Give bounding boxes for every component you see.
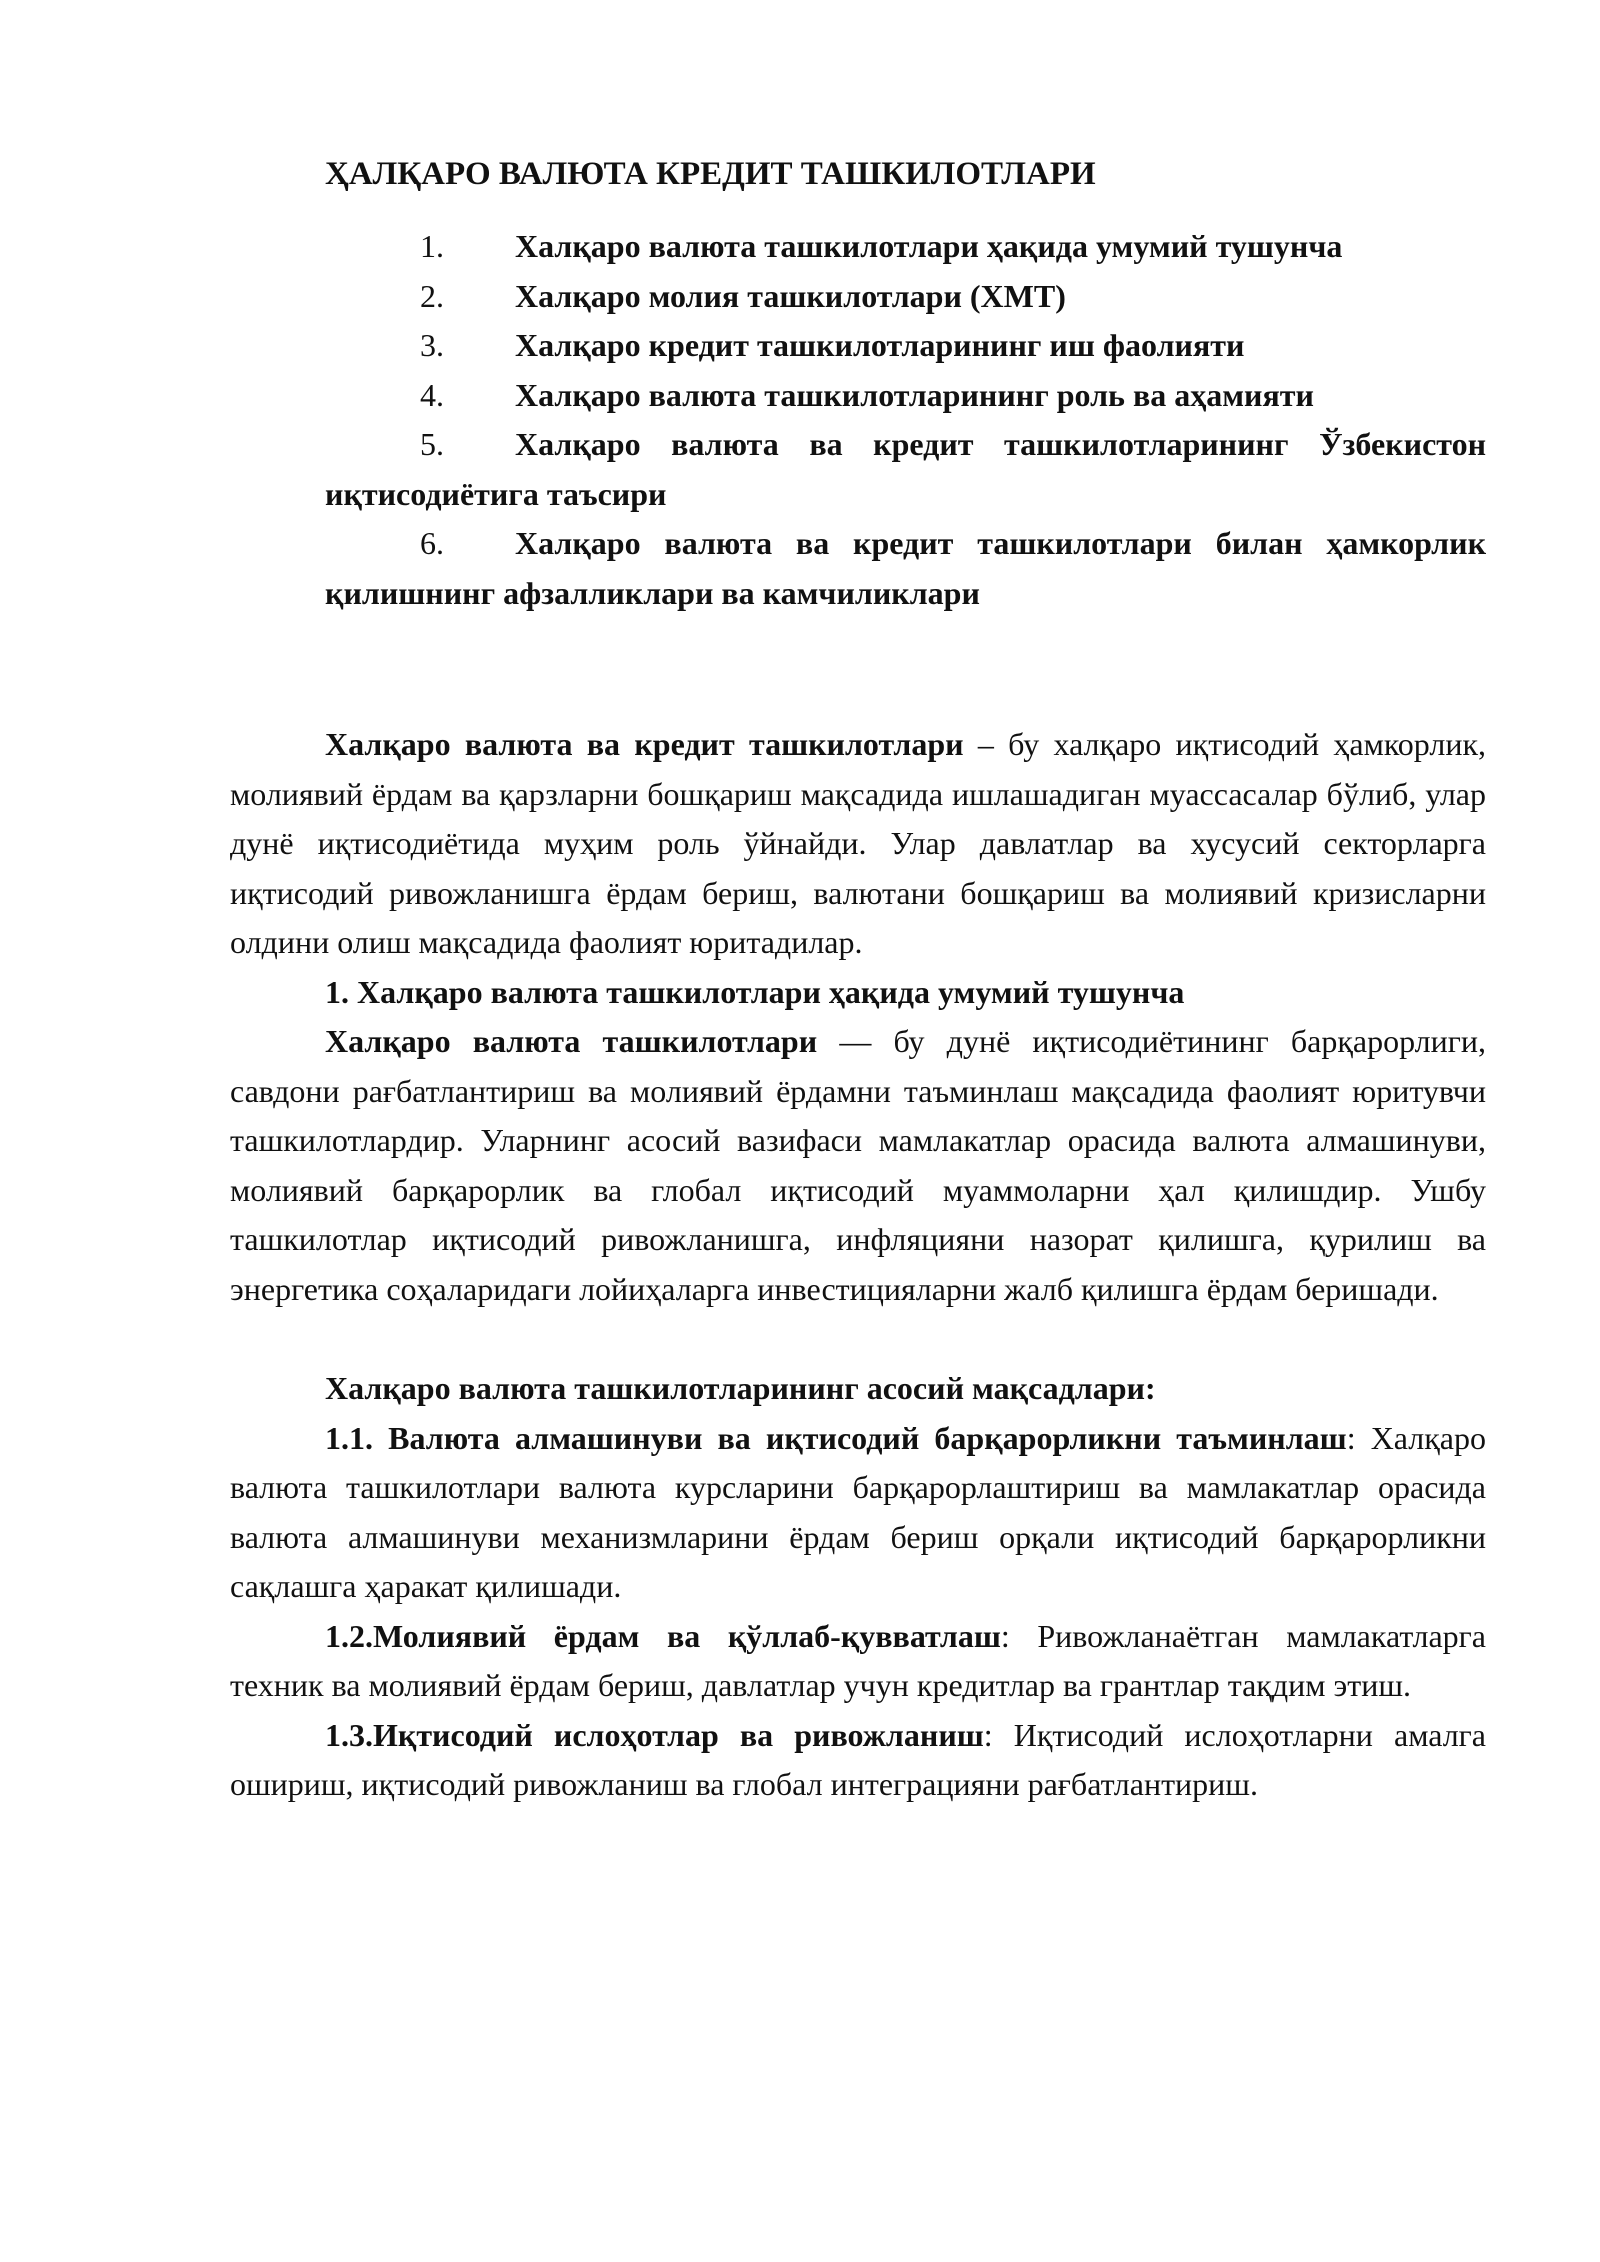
toc-item [325, 420, 1486, 519]
section-term: Халқаро валюта ташкилотлари [325, 1023, 818, 1059]
toc-text: Халқаро кредит ташкилотларининг иш фаолияти [515, 327, 1245, 363]
table-of-contents [325, 222, 1486, 618]
document-title: ҲАЛҚАРО ВАЛЮТА КРЕДИТ ТАШКИЛОТЛАРИ [325, 156, 1096, 192]
goal-item [230, 1612, 1486, 1711]
toc-item [325, 222, 1486, 272]
goal-item [230, 1711, 1486, 1810]
goal-text: : Халқаро валюта ташкилотлари валюта курсларини барқарорлаштириш ва мамлакатлар орасида валюта алмашинуви механизмларини ёрдам бериш орқали иқтисодий барқарорликни сақлашга ҳаракат қилишади. [230, 1419, 1487, 1604]
toc-text: Халқаро валюта ва кредит ташкилотлари билан ҳамкорлик қилишнинг афзалликлари ва камчиликлари [325, 525, 1486, 611]
intro-paragraph [230, 720, 1486, 968]
section-paragraph [230, 1017, 1486, 1314]
toc-item [325, 519, 1486, 618]
toc-number: 5. [420, 426, 444, 462]
toc-number: 2. [420, 277, 444, 314]
document-page [230, 150, 1486, 618]
toc-number: 6. [420, 525, 444, 561]
toc-item [325, 321, 1486, 371]
toc-number: 3. [420, 327, 444, 363]
goals-heading: Халқаро валюта ташкилотларининг асосий мақсадлари: [325, 1370, 1156, 1406]
toc-number: 4. [420, 376, 444, 413]
intro-term: Халқаро валюта ва кредит ташкилотлари [325, 726, 964, 762]
toc-item [325, 272, 1486, 322]
toc-text: Халқаро молия ташкилотлари (ХМТ) [515, 277, 1066, 314]
intro-text: – бу халқаро иқтисодий ҳамкорлик, молиявий ёрдам ва қарзларни бошқариш мақсадида ишлашадиган муассасалар бўлиб, улар дунё иқтисодиётида муҳим роль ўйнайди. Улар давлатлар ва хусусий секторларга иқтисодий ривожланишга ёрдам бериш, валютани бошқариш ва молиявий кризисларни олдини олиш мақсадида фаолият юритадилар. [230, 726, 1487, 960]
goal-term: 1.2.Молиявий ёрдам ва қўллаб-қувватлаш [325, 1617, 1001, 1654]
toc-item [325, 371, 1486, 421]
goal-item [230, 1414, 1486, 1612]
toc-number: 1. [420, 228, 444, 264]
section-text: — бу дунё иқтисодиётининг барқарорлиги, савдони рағбатлантириш ва молиявий ёрдамни таъминлаш мақсадида фаолият юритувчи ташкилотлардир. Уларнинг асосий вазифаси мамлакатлар орасида валюта алмашинуви, молиявий барқарорлик ва глобал иқтисодий муаммоларни ҳал қилишдир. Ушбу ташкилотлар иқтисодий ривожланишга, инфляцияни назорат қилишга, қурилиш ва энергетика соҳаларидаги лойиҳаларга инвестицияларни жалб қилишга ёрдам беришади. [230, 1023, 1487, 1307]
toc-text: Халқаро валюта ташкилотларининг роль ва аҳамияти [515, 376, 1314, 413]
goal-text: : Иқтисодий ислоҳотларни амалга ошириш, иқтисодий ривожланиш ва глобал интеграцияни рағбатлантириш. [230, 1716, 1487, 1802]
section-heading: 1. Халқаро валюта ташкилотлари ҳақида умумий тушунча [325, 973, 1185, 1010]
document-body [230, 720, 1486, 1810]
toc-text: Халқаро валюта ташкилотлари ҳақида умумий тушунча [515, 228, 1343, 264]
goal-term: 1.3.Иқтисодий ислоҳотлар ва ривожланиш [325, 1716, 984, 1753]
goal-term: 1.1. Валюта алмашинуви ва иқтисодий барқарорликни таъминлаш [325, 1419, 1347, 1456]
goal-text: : Ривожланаётган мамлакатларга техник ва молиявий ёрдам бериш, давлатлар учун кредитлар ва грантлар тақдим этиш. [230, 1617, 1487, 1703]
toc-text: Халқаро валюта ва кредит ташкилотларининг Ўзбекистон иқтисодиётига таъсири [325, 426, 1486, 512]
